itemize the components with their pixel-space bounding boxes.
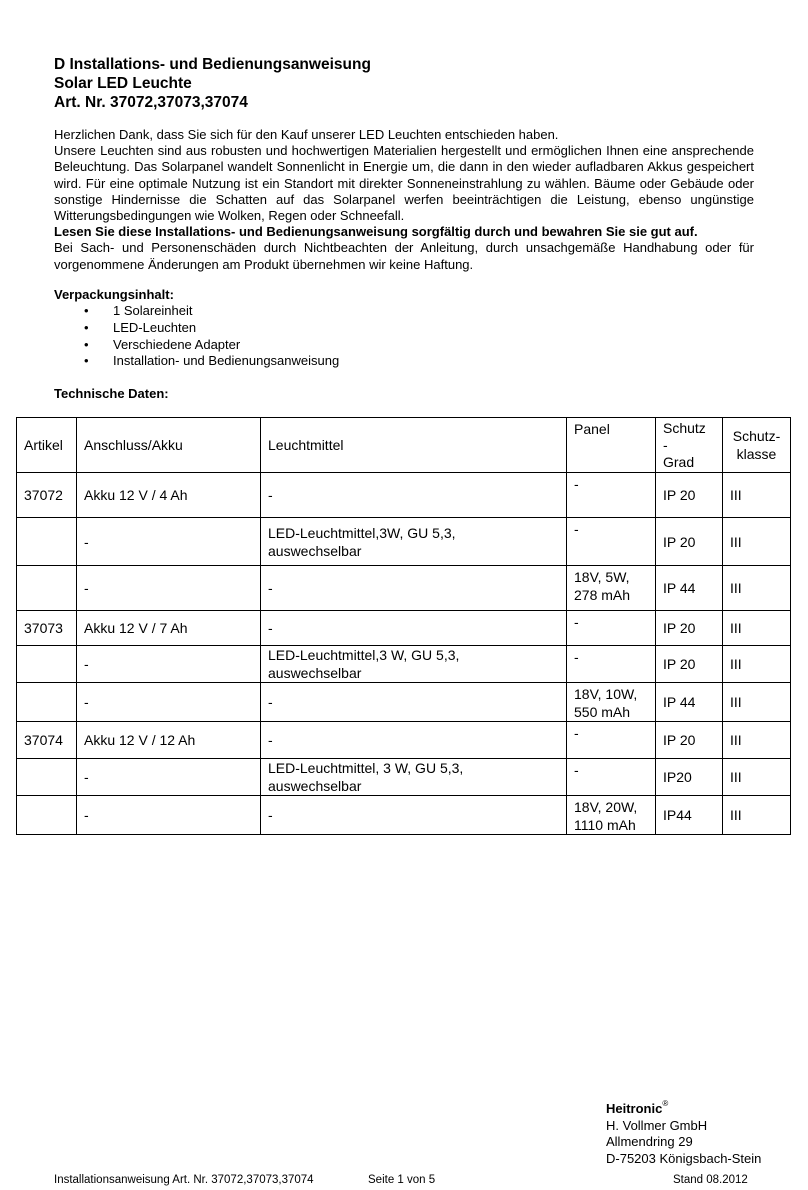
table-header-row	[17, 418, 791, 473]
cell-schutzgrad: IP 20	[656, 518, 723, 566]
company-name: H. Vollmer GmbH	[606, 1117, 708, 1133]
intro-thanks: Herzlichen Dank, dass Sie sich für den Kauf unserer LED Leuchten entschieden haben.	[54, 127, 559, 142]
cell-artikel: 37073	[17, 611, 77, 646]
leuchtmittel-line1: LED-Leuchtmittel, 3 W, GU 5,3,	[268, 760, 464, 776]
intro-read-notice: Lesen Sie diese Installations- und Bedienungsanweisung sorgfältig durch und bewahren Sie sie gut auf.	[54, 224, 698, 240]
cell-leuchtmittel	[261, 611, 567, 646]
cell-anschluss: -	[77, 796, 261, 835]
cell-schutzklasse: III	[723, 646, 791, 683]
cell-leuchtmittel	[261, 683, 567, 722]
cell-anschluss: -	[77, 518, 261, 566]
tech-table	[16, 417, 791, 835]
cell-artikel: 37074	[17, 722, 77, 759]
table-row	[17, 566, 791, 611]
cell-schutzgrad: IP 20	[656, 611, 723, 646]
document-title	[54, 55, 371, 112]
leuchtmittel-line2: auswechselbar	[268, 778, 362, 794]
company-address	[606, 1096, 761, 1167]
panel-line1: -	[574, 762, 579, 778]
list-item: • LED-Leuchten	[54, 320, 339, 337]
cell-anschluss: -	[77, 646, 261, 683]
cell-artikel	[17, 566, 77, 611]
header-schutzgrad-line2: -	[663, 437, 668, 453]
cell-panel	[567, 611, 656, 646]
table-row	[17, 611, 791, 646]
panel-line1: -	[574, 476, 579, 492]
tech-table-body	[17, 473, 791, 835]
footer-page-number: Seite 1 von 5	[368, 1174, 436, 1186]
header-artikel: Artikel	[17, 418, 77, 473]
table-row	[17, 473, 791, 518]
cell-schutzgrad: IP20	[656, 759, 723, 796]
company-brand: Heitronic	[606, 1101, 663, 1116]
leuchtmittel-line1: -	[268, 580, 273, 596]
title-line-2: Solar LED Leuchte	[54, 75, 192, 92]
panel-line1: 18V, 20W,	[574, 799, 638, 815]
cell-leuchtmittel	[261, 473, 567, 518]
leuchtmittel-line2: auswechselbar	[268, 542, 362, 559]
list-item: • Installation- und Bedienungsanweisung	[54, 353, 339, 370]
cell-schutzklasse: III	[723, 722, 791, 759]
cell-anschluss: -	[77, 683, 261, 722]
footer-date: Stand 08.2012	[673, 1174, 748, 1186]
cell-panel	[567, 566, 656, 611]
cell-schutzgrad: IP 20	[656, 722, 723, 759]
cell-artikel: 37072	[17, 473, 77, 518]
cell-schutzklasse: III	[723, 759, 791, 796]
panel-line2: 1110 mAh	[574, 817, 636, 833]
panel-line1: -	[574, 521, 579, 537]
footer-doc-title: Installationsanweisung Art. Nr. 37072,37073,37074	[54, 1174, 314, 1186]
title-line-3: Art. Nr. 37072,37073,37074	[54, 94, 248, 111]
panel-line2: 550 mAh	[574, 704, 631, 720]
cell-schutzklasse: III	[723, 473, 791, 518]
header-schutzgrad	[656, 418, 723, 473]
cell-schutzklasse: III	[723, 518, 791, 566]
header-panel: Panel	[567, 418, 656, 473]
leuchtmittel-line1: LED-Leuchtmittel,3W, GU 5,3,	[268, 524, 456, 541]
cell-anschluss: Akku 12 V / 7 Ah	[77, 611, 261, 646]
cell-schutzklasse: III	[723, 611, 791, 646]
table-row	[17, 759, 791, 796]
title-line-1: D Installations- und Bedienungsanweisung	[54, 56, 371, 73]
intro-description: Unsere Leuchten sind aus robusten und hochwertigen Materialien hergestellt und ermöglichen Ihnen eine ansprechende Beleuchtung. Das Solarpanel wandelt Sonnenlicht in Energie um, die dann in den wieder aufladbaren Akkus gespeichert wird. Für eine optimale Nutzung ist ein Standort mit direkter Sonneneinstrahlung zu wählen. Bäume oder Gebäude oder sonstige Hindernisse die Schatten auf das Solarpanel werfen beeinträchtigen die Leistung, ebenso ungünstige Witterungsbedingungen wie Wolken, Regen oder Schneefall.	[54, 143, 754, 224]
list-item: • Verschiedene Adapter	[54, 337, 339, 354]
tech-heading: Technische Daten:	[54, 386, 169, 401]
header-schutzklasse-line2: klasse	[736, 446, 777, 462]
header-schutzgrad-line3: Grad	[663, 454, 695, 470]
cell-artikel	[17, 683, 77, 722]
panel-line1: 18V, 5W,	[574, 569, 630, 585]
table-row	[17, 683, 791, 722]
header-schutzgrad-line1: Schutz	[663, 420, 706, 436]
cell-panel	[567, 646, 656, 683]
leuchtmittel-line1: LED-Leuchtmittel,3 W, GU 5,3,	[268, 647, 460, 663]
cell-panel	[567, 518, 656, 566]
cell-schutzklasse: III	[723, 683, 791, 722]
list-item: • 1 Solareinheit	[54, 303, 339, 320]
cell-panel	[567, 683, 656, 722]
cell-schutzgrad: IP 20	[656, 646, 723, 683]
panel-line1: 18V, 10W,	[574, 686, 638, 702]
leuchtmittel-line2: auswechselbar	[268, 665, 362, 681]
cell-panel	[567, 473, 656, 518]
cell-panel	[567, 796, 656, 835]
panel-line1: -	[574, 614, 579, 630]
header-leuchtmittel: Leuchtmittel	[261, 418, 567, 473]
cell-schutzgrad: IP 44	[656, 683, 723, 722]
cell-leuchtmittel	[261, 722, 567, 759]
leuchtmittel-line1: -	[268, 694, 273, 710]
leuchtmittel-line1: -	[268, 487, 273, 503]
header-schutzklasse-line1: Schutz-	[732, 428, 781, 444]
cell-artikel	[17, 759, 77, 796]
panel-line1: -	[574, 725, 579, 741]
company-city: D-75203 Königsbach-Stein	[606, 1150, 762, 1166]
leuchtmittel-line1: -	[268, 732, 273, 748]
cell-anschluss: Akku 12 V / 4 Ah	[77, 473, 261, 518]
cell-artikel	[17, 646, 77, 683]
cell-anschluss: -	[77, 759, 261, 796]
cell-leuchtmittel	[261, 518, 567, 566]
table-row	[17, 518, 791, 566]
cell-schutzgrad: IP 44	[656, 566, 723, 611]
panel-line1: -	[574, 649, 579, 665]
cell-panel	[567, 759, 656, 796]
table-row	[17, 796, 791, 835]
cell-artikel	[17, 796, 77, 835]
cell-schutzklasse: III	[723, 566, 791, 611]
cell-leuchtmittel	[261, 566, 567, 611]
table-row	[17, 646, 791, 683]
cell-leuchtmittel	[261, 646, 567, 683]
cell-schutzklasse: III	[723, 796, 791, 835]
cell-schutzgrad: IP44	[656, 796, 723, 835]
leuchtmittel-line1: -	[268, 620, 273, 636]
cell-artikel	[17, 518, 77, 566]
cell-anschluss: Akku 12 V / 12 Ah	[77, 722, 261, 759]
cell-leuchtmittel	[261, 759, 567, 796]
intro-text	[54, 127, 754, 273]
leuchtmittel-line1: -	[268, 807, 273, 823]
company-street: Allmendring 29	[606, 1134, 693, 1149]
cell-anschluss: -	[77, 566, 261, 611]
packaging-heading: Verpackungsinhalt:	[54, 287, 174, 302]
panel-line2: 278 mAh	[574, 587, 631, 603]
table-row	[17, 722, 791, 759]
header-schutzklasse	[723, 418, 791, 473]
packaging-list	[54, 303, 339, 370]
header-anschluss: Anschluss/Akku	[77, 418, 261, 473]
intro-liability: Bei Sach- und Personenschäden durch Nichtbeachten der Anleitung, durch unsachgemäße Handhabung oder für vorgenommene Änderungen am Produkt übernehmen wir keine Haftung.	[54, 240, 754, 272]
cell-leuchtmittel	[261, 796, 567, 835]
cell-schutzgrad: IP 20	[656, 473, 723, 518]
cell-panel	[567, 722, 656, 759]
registered-mark: ®	[662, 1099, 669, 1108]
